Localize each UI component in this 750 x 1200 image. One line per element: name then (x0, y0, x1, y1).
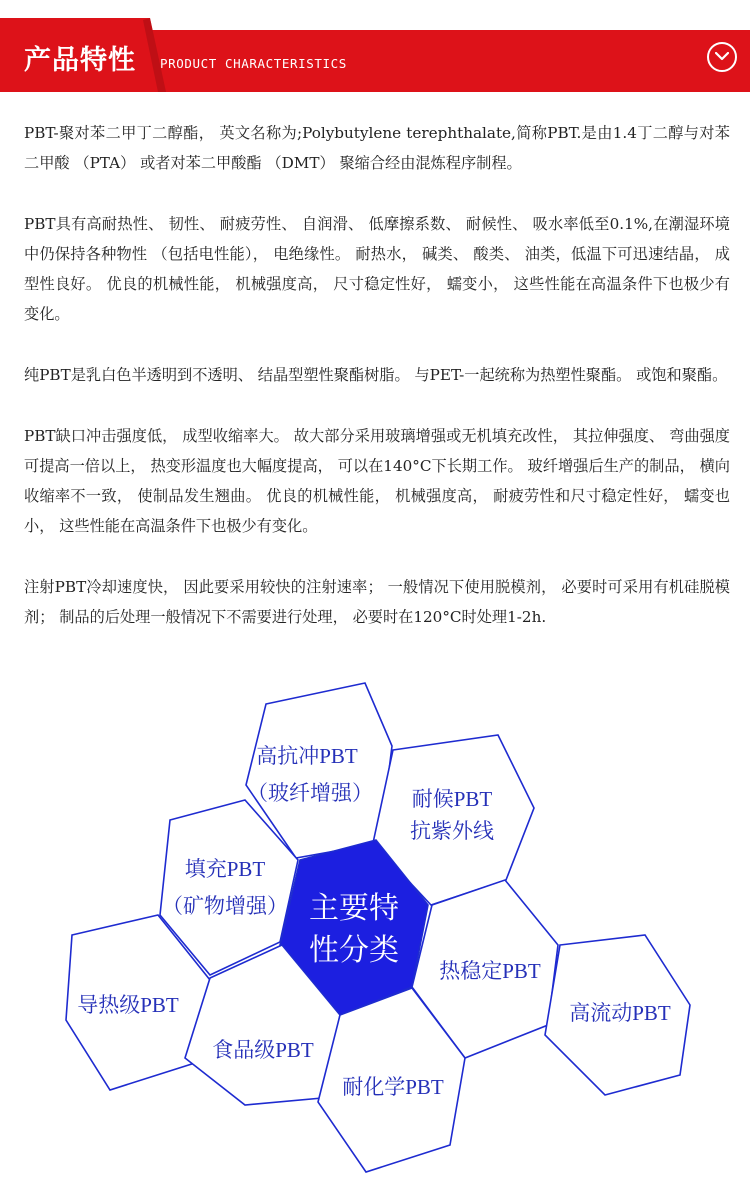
hex-center-label: 性分类 (309, 934, 399, 967)
section-title: 产品特性 (24, 45, 136, 76)
hex-label: 抗紫外线 (410, 819, 494, 843)
hex-label: 耐化学PBT (342, 1075, 444, 1099)
hex-label: 填充PBT (184, 857, 266, 881)
paragraph-appearance: 纯PBT是乳白色半透明到不透明、 结晶型塑性聚酯树脂。 与PET-一起统称为热塑性聚酯。 或饱和聚酯。 (24, 366, 728, 384)
paragraph-modification: PBT缺口冲击强度低， 成型收缩率大。 故大部分采用玻璃增强或无机填充改性， 其拉伸强度、 弯曲强度可提高一倍以上， 热变形温度也大幅度提高， 可以在140°C下长期工作。 玻纤增强后生产的制品， 横向收缩率不一致， 使制品发生翘曲。 优良的机械性能， 机械强度高， 耐疲劳性和尺寸稳定性好， 蠕变也小， 这些性能在高温条件下也极少有变化。 (24, 427, 730, 535)
characteristics-hex-diagram (0, 680, 750, 1200)
chevron-down-circle-icon[interactable] (707, 42, 737, 72)
paragraph-properties: PBT具有高耐热性、 韧性、 耐疲劳性、 自润滑、 低摩擦系数、 耐候性、 吸水率低至0.1%,在潮湿环境中仍保持各种物性 （包括电性能）， 电绝缘性。 耐热水， 碱类、 酸类、 油类，低温下可迅速结晶， 成型性良好。 优良的机械性能， 机械强度高， 尺寸稳定性好， 蠕变小， 这些性能在高温条件下也极少有变化。 (24, 215, 730, 323)
product-description (24, 118, 730, 663)
hex-label: 导热级PBT (77, 993, 179, 1017)
hex-label: 高抗冲PBT (256, 744, 358, 768)
hex-label: 耐候PBT (411, 787, 493, 811)
hex-label: 食品级PBT (212, 1038, 314, 1062)
hex-label: （玻纤增强） (247, 781, 373, 805)
hex-cell-high-flow (545, 935, 690, 1095)
hex-label: 高流动PBT (569, 1001, 671, 1025)
section-subtitle: PRODUCT CHARACTERISTICS (160, 56, 347, 71)
paragraph-intro: PBT-聚对苯二甲丁二醇酯， 英文名称为;Polybutylene terephthalate,简称PBT.是由1.4丁二醇与对苯二甲酸 （PTA） 或者对苯二甲酸酯 （DMT） 聚缩合经由混炼程序制程。 (24, 124, 730, 172)
paragraph-processing: 注射PBT冷却速度快， 因此要采用较快的注射速率； 一般情况下使用脱模剂， 必要时可采用有机硅脱模剂； 制品的后处理一般情况下不需要进行处理， 必要时在120°C时处理1-2h. (24, 578, 730, 626)
hex-center-label: 主要特 (309, 892, 399, 925)
hex-label: 热稳定PBT (439, 959, 541, 983)
hex-label: （矿物增强） (162, 894, 288, 918)
